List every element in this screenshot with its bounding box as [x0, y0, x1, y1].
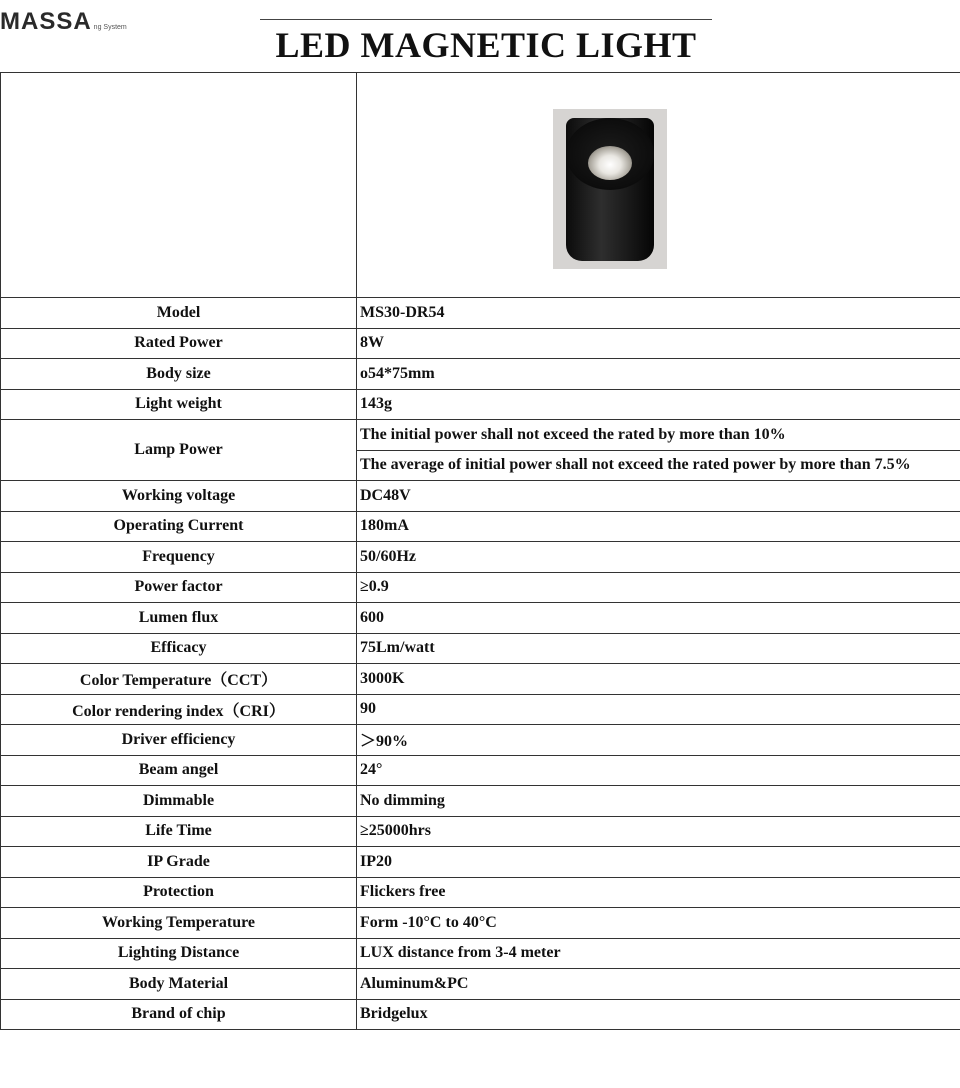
table-row — [1, 847, 960, 878]
product-photo — [553, 109, 667, 269]
spec-label: Light weight — [1, 389, 357, 420]
title-rule — [260, 19, 712, 20]
spec-label: Lumen flux — [1, 603, 357, 634]
table-row — [1, 786, 960, 817]
spec-value: DC48V — [357, 481, 960, 512]
table-row — [1, 969, 960, 1000]
table-row — [1, 511, 960, 542]
spec-value: o54*75mm — [357, 359, 960, 390]
table-row — [1, 420, 960, 451]
spec-value: Bridgelux — [357, 999, 960, 1030]
spec-label: Brand of chip — [1, 999, 357, 1030]
brand-logo — [0, 8, 127, 36]
table-row — [1, 481, 960, 512]
spec-value: 8W — [357, 328, 960, 359]
image-row — [1, 73, 960, 298]
spec-label: Model — [1, 298, 357, 329]
spec-value: ＞90% — [357, 725, 960, 756]
table-row — [1, 633, 960, 664]
spec-value: IP20 — [357, 847, 960, 878]
table-row — [1, 298, 960, 329]
table-row — [1, 572, 960, 603]
table-row — [1, 542, 960, 573]
image-row-blank-cell — [1, 73, 357, 298]
spec-value: Form -10°C to 40°C — [357, 908, 960, 939]
spec-label: Dimmable — [1, 786, 357, 817]
spec-value: 600 — [357, 603, 960, 634]
spec-value: LUX distance from 3-4 meter — [357, 938, 960, 969]
spec-label: Frequency — [1, 542, 357, 573]
table-row — [1, 664, 960, 695]
spec-label: Color Temperature（CCT） — [1, 664, 357, 695]
page-title: LED MAGNETIC LIGHT — [275, 25, 697, 65]
spec-label: Working voltage — [1, 481, 357, 512]
spec-table — [0, 72, 960, 1030]
spec-value: ≥0.9 — [357, 572, 960, 603]
spec-label: Power factor — [1, 572, 357, 603]
spec-value: 3000K — [357, 664, 960, 695]
table-row — [1, 694, 960, 725]
logo-subtext: ng System — [93, 24, 127, 31]
logo-text: MASSA — [0, 8, 92, 35]
table-row — [1, 908, 960, 939]
spec-label: Color rendering index（CRI） — [1, 694, 357, 725]
spec-value: No dimming — [357, 786, 960, 817]
spec-label: Driver efficiency — [1, 725, 357, 756]
table-row — [1, 725, 960, 756]
spec-value: 75Lm/watt — [357, 633, 960, 664]
spec-label: Body Material — [1, 969, 357, 1000]
spec-value: Flickers free — [357, 877, 960, 908]
spec-label: Body size — [1, 359, 357, 390]
spec-label: Efficacy — [1, 633, 357, 664]
spec-label: IP Grade — [1, 847, 357, 878]
spec-label: Lamp Power — [1, 420, 357, 481]
spec-label: Beam angel — [1, 755, 357, 786]
table-row — [1, 389, 960, 420]
spec-value: ≥25000hrs — [357, 816, 960, 847]
table-row — [1, 999, 960, 1030]
spec-value: 50/60Hz — [357, 542, 960, 573]
spec-label: Lighting Distance — [1, 938, 357, 969]
lamp-lens — [588, 146, 632, 180]
spec-label: Rated Power — [1, 328, 357, 359]
spec-value: 24° — [357, 755, 960, 786]
table-row — [1, 755, 960, 786]
table-row — [1, 938, 960, 969]
table-row — [1, 816, 960, 847]
spec-value: The average of initial power shall not exceed the rated power by more than 7.5% — [357, 450, 960, 481]
spec-value: 143g — [357, 389, 960, 420]
spec-label: Protection — [1, 877, 357, 908]
spec-label: Working Temperature — [1, 908, 357, 939]
table-row — [1, 603, 960, 634]
spec-value: 180mA — [357, 511, 960, 542]
spec-label: Life Time — [1, 816, 357, 847]
spec-label: Operating Current — [1, 511, 357, 542]
spec-value: Aluminum&PC — [357, 969, 960, 1000]
spec-value: The initial power shall not exceed the rated by more than 10% — [357, 420, 960, 451]
spec-value: 90 — [357, 694, 960, 725]
table-row — [1, 328, 960, 359]
table-row — [1, 359, 960, 390]
table-row — [1, 877, 960, 908]
spec-value: MS30-DR54 — [357, 298, 960, 329]
